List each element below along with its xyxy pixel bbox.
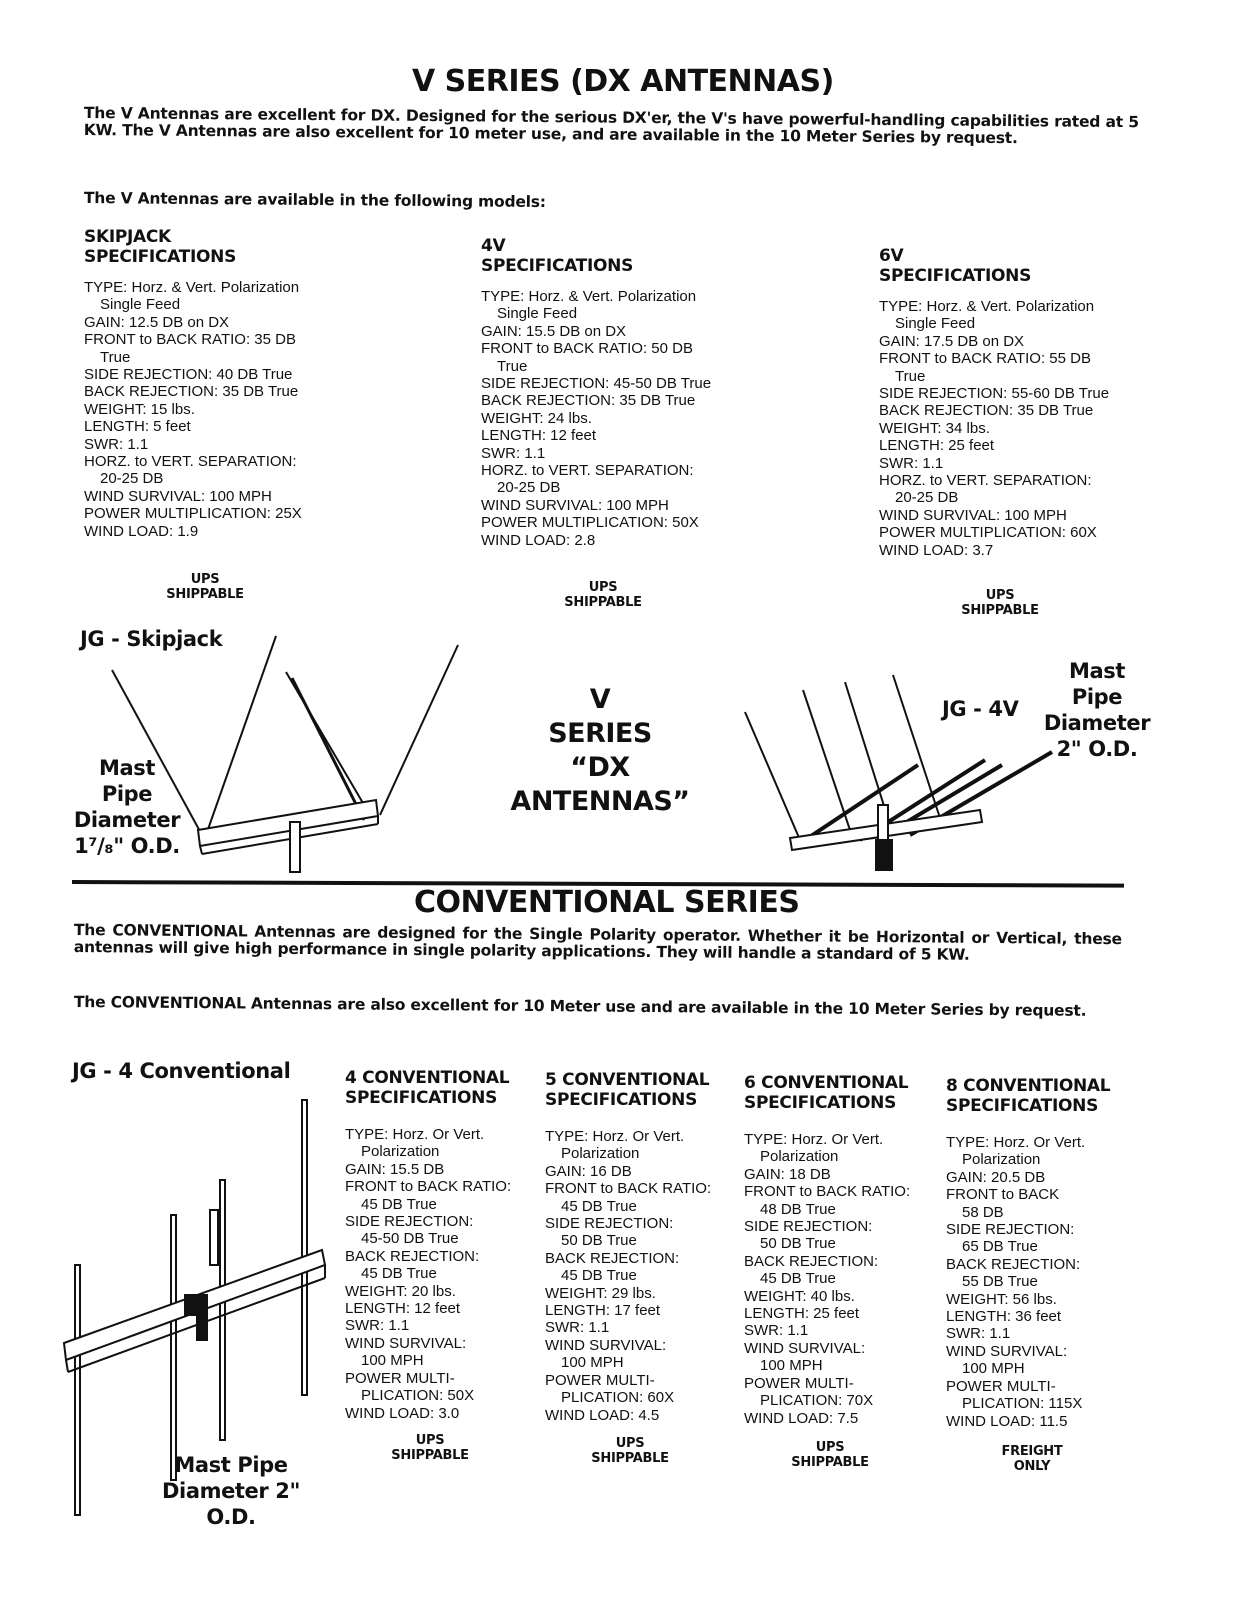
spec-line: TYPE: Horz. & Vert. Polarization (84, 279, 300, 296)
spec-line: 45 DB True (361, 1195, 437, 1213)
spec-line: 50 DB True (760, 1235, 836, 1253)
mast-note-line: 2" O.D. (1056, 737, 1138, 761)
spec-line: LENGTH: 25 feet (879, 437, 995, 455)
spec-line: SIDE REJECTION: (545, 1215, 674, 1233)
spec-line: PLICATION: 50X (361, 1387, 475, 1405)
spec-model-name: 4V (481, 236, 506, 256)
spec-line: FRONT to BACK RATIO: (545, 1180, 712, 1198)
spec-model-name: SKIPJACK (84, 227, 171, 247)
shipping-note-skipjack (150, 572, 260, 602)
4v-mast-note (1042, 658, 1152, 762)
shipping-note-4v (548, 580, 658, 610)
spec-line: SWR: 1.1 (946, 1325, 1011, 1343)
spec-line: WIND LOAD: 3.0 (345, 1404, 460, 1422)
spec-line: GAIN: 18 DB (744, 1165, 831, 1183)
spec-line: TYPE: Horz. & Vert. Polarization (879, 298, 1095, 315)
spec-line: WIND LOAD: 1.9 (84, 522, 199, 540)
spec-line: TYPE: Horz. Or Vert. (545, 1128, 685, 1145)
mast-note-line: Diameter (1043, 711, 1151, 735)
shipping-line: SHIPPABLE (961, 603, 1039, 618)
spec-line: 20-25 DB (497, 479, 561, 497)
spec-line: 45 DB True (561, 1267, 637, 1285)
v-series-center-title (490, 683, 710, 819)
spec-list (545, 1128, 711, 1424)
spec-heading: SPECIFICATIONS (946, 1096, 1099, 1116)
spec-block-8-conventional (946, 1076, 1110, 1430)
spec-line: GAIN: 17.5 DB on DX (879, 332, 1025, 350)
spec-line: TYPE: Horz. & Vert. Polarization (481, 288, 697, 305)
shipping-note-8-conventional (977, 1444, 1087, 1474)
spec-line: GAIN: 20.5 DB (946, 1168, 1046, 1186)
spec-line: POWER MULTI- (744, 1374, 854, 1392)
shipping-note-6v (945, 588, 1055, 618)
mast-note-line: Diameter (73, 808, 181, 832)
spec-list (946, 1134, 1110, 1430)
4v-figure-label: JG - 4V (942, 697, 1019, 721)
spec-line: FRONT to BACK RATIO: (744, 1183, 911, 1201)
spec-line: True (497, 357, 528, 375)
spec-heading: SPECIFICATIONS (481, 256, 634, 276)
shipping-line: SHIPPABLE (391, 1448, 469, 1463)
shipping-line: SHIPPABLE (166, 587, 244, 602)
spec-line: POWER MULTIPLICATION: 60X (879, 524, 1097, 542)
spec-line: WIND LOAD: 7.5 (744, 1409, 859, 1427)
spec-line: WEIGHT: 24 lbs. (481, 409, 592, 427)
spec-line: LENGTH: 12 feet (345, 1300, 461, 1318)
v-series-intro: The V Antennas are excellent for DX. Designed for the serious DX'er, the V's have powerful-handling capabilities rated at 5 KW. The V Antennas are also excellent for 10 meter use, and are available in the 10 Meter Series by request. (83, 104, 1139, 148)
shipping-note-6-conventional (775, 1440, 885, 1470)
spec-line: PLICATION: 60X (561, 1389, 675, 1407)
center-title-line: “DX (570, 752, 630, 783)
spec-line: BACK REJECTION: 35 DB True (879, 402, 1094, 420)
mast-note-line: Mast Pipe (174, 1453, 288, 1477)
4-conventional-figure-label: JG - 4 Conventional (72, 1059, 291, 1083)
spec-line: POWER MULTIPLICATION: 25X (84, 505, 302, 523)
spec-line: SIDE REJECTION: 45-50 DB True (481, 375, 712, 393)
spec-line: WIND LOAD: 3.7 (879, 541, 994, 559)
spec-line: BACK REJECTION: (744, 1252, 879, 1270)
spec-block-5-conventional (545, 1070, 711, 1424)
spec-line: WEIGHT: 20 lbs. (345, 1282, 456, 1300)
spec-line: SWR: 1.1 (879, 454, 944, 472)
spec-line: Polarization (962, 1151, 1041, 1169)
spec-line: WIND SURVIVAL: 100 MPH (84, 487, 272, 505)
spec-heading: SPECIFICATIONS (84, 247, 237, 267)
spec-line: POWER MULTI- (345, 1369, 455, 1387)
spec-line: POWER MULTI- (946, 1377, 1056, 1395)
spec-heading: SPECIFICATIONS (545, 1090, 698, 1110)
shipping-line: ONLY (1013, 1459, 1051, 1474)
spec-line: LENGTH: 25 feet (744, 1305, 860, 1323)
spec-line: POWER MULTI- (545, 1371, 655, 1389)
spec-line: True (895, 367, 926, 385)
spec-line: WIND LOAD: 2.8 (481, 531, 596, 549)
spec-line: 45 DB True (760, 1270, 836, 1288)
spec-line: SIDE REJECTION: (345, 1213, 474, 1231)
spec-line: 45 DB True (561, 1197, 637, 1215)
spec-line: LENGTH: 12 feet (481, 427, 597, 445)
spec-line: Polarization (561, 1145, 640, 1163)
spec-list (84, 279, 302, 540)
v-series-title: V SERIES (DX ANTENNAS) (412, 64, 834, 99)
spec-line: POWER MULTIPLICATION: 50X (481, 514, 699, 532)
spec-line: Polarization (760, 1148, 839, 1166)
spec-line: 20-25 DB (895, 489, 959, 507)
skipjack-figure-label: JG - Skipjack (80, 627, 223, 651)
spec-line: FRONT to BACK RATIO: (345, 1178, 512, 1196)
spec-line: 100 MPH (561, 1354, 624, 1372)
spec-line: SIDE REJECTION: 55-60 DB True (879, 385, 1110, 403)
spec-line: WIND SURVIVAL: (946, 1342, 1068, 1360)
spec-list (744, 1131, 910, 1427)
spec-line: FRONT to BACK RATIO: 35 DB (84, 331, 296, 349)
spec-line: HORZ. to VERT. SEPARATION: (879, 472, 1092, 490)
shipping-line: UPS (815, 1440, 845, 1455)
mast-note-line: Mast (1068, 659, 1125, 683)
spec-list (879, 298, 1109, 559)
shipping-line: UPS (588, 580, 618, 595)
spec-line: WEIGHT: 40 lbs. (744, 1287, 855, 1305)
spec-model-name: 5 CONVENTIONAL (545, 1070, 710, 1090)
skipjack-mast-note (72, 755, 182, 859)
shipping-line: UPS (415, 1433, 445, 1448)
conventional-series-title: CONVENTIONAL SERIES (414, 885, 800, 920)
spec-line: Single Feed (497, 305, 578, 323)
spec-model-name: 6 CONVENTIONAL (744, 1073, 909, 1093)
mast-note-line: Pipe (1071, 685, 1123, 709)
mast-note-line: 1⁷/₈" O.D. (74, 834, 180, 858)
spec-line: HORZ. to VERT. SEPARATION: (84, 453, 297, 471)
shipping-line: UPS (190, 572, 220, 587)
spec-line: WIND SURVIVAL: (744, 1339, 866, 1357)
spec-line: True (100, 348, 131, 366)
spec-line: FRONT to BACK (946, 1186, 1060, 1204)
spec-block-6-conventional (744, 1073, 910, 1427)
mast-note-line: Pipe (101, 782, 153, 806)
spec-line: BACK REJECTION: (545, 1249, 680, 1267)
spec-line: HORZ. to VERT. SEPARATION: (481, 462, 694, 480)
spec-line: PLICATION: 115X (962, 1395, 1083, 1413)
spec-line: SWR: 1.1 (545, 1319, 610, 1337)
shipping-line: UPS (615, 1436, 645, 1451)
spec-line: WIND SURVIVAL: (545, 1336, 667, 1354)
v-series-models-intro: The V Antennas are available in the following models: (83, 189, 546, 212)
shipping-line: SHIPPABLE (791, 1455, 869, 1470)
spec-line: 58 DB (962, 1203, 1004, 1221)
spec-line: 100 MPH (361, 1352, 424, 1370)
spec-line: SWR: 1.1 (744, 1322, 809, 1340)
shipping-line: SHIPPABLE (591, 1451, 669, 1466)
spec-line: 100 MPH (962, 1360, 1025, 1378)
spec-line: WIND LOAD: 11.5 (946, 1412, 1068, 1430)
spec-line: GAIN: 12.5 DB on DX (84, 313, 230, 331)
spec-list (345, 1126, 511, 1422)
spec-line: Polarization (361, 1143, 440, 1161)
spec-line: BACK REJECTION: 35 DB True (481, 392, 696, 410)
center-title-line: SERIES (548, 718, 652, 749)
shipping-line: FREIGHT (1001, 1444, 1063, 1459)
spec-line: LENGTH: 36 feet (946, 1308, 1062, 1326)
spec-line: LENGTH: 5 feet (84, 418, 191, 436)
mast-note-line: Diameter 2" O.D. (161, 1479, 301, 1529)
4-conventional-mast-note (136, 1452, 326, 1530)
spec-line: GAIN: 15.5 DB on DX (481, 322, 627, 340)
spec-line: 55 DB True (962, 1273, 1038, 1291)
spec-model-name: 4 CONVENTIONAL (345, 1068, 510, 1088)
shipping-note-4-conventional (375, 1433, 485, 1463)
spec-line: GAIN: 15.5 DB (345, 1160, 445, 1178)
spec-heading: SPECIFICATIONS (879, 266, 1032, 286)
spec-model-name: 6V (879, 246, 904, 266)
spec-line: FRONT to BACK RATIO: 50 DB (481, 340, 693, 358)
conventional-intro-10m: The CONVENTIONAL Antennas are also excellent for 10 Meter use and are available in the 10 Meter Series by request. (73, 993, 1087, 1020)
shipping-note-5-conventional (575, 1436, 685, 1466)
spec-line: WEIGHT: 15 lbs. (84, 400, 195, 418)
spec-line: 48 DB True (760, 1200, 836, 1218)
spec-block-4v (481, 236, 711, 549)
spec-line: Single Feed (100, 296, 181, 314)
spec-line: SIDE REJECTION: 40 DB True (84, 366, 293, 384)
spec-line: LENGTH: 17 feet (545, 1302, 661, 1320)
spec-line: Single Feed (895, 315, 976, 333)
spec-line: PLICATION: 70X (760, 1392, 874, 1410)
shipping-line: UPS (985, 588, 1015, 603)
center-title-line: ANTENNAS” (510, 786, 690, 817)
spec-line: 65 DB True (962, 1238, 1038, 1256)
spec-line: 50 DB True (561, 1232, 637, 1250)
spec-line: WEIGHT: 29 lbs. (545, 1284, 656, 1302)
spec-line: 20-25 DB (100, 470, 164, 488)
spec-heading: SPECIFICATIONS (345, 1088, 498, 1108)
spec-model-name: 8 CONVENTIONAL (946, 1076, 1111, 1096)
mast-note-line: Mast (98, 756, 155, 780)
spec-list (481, 288, 711, 549)
spec-line: GAIN: 16 DB (545, 1162, 632, 1180)
spec-line: SIDE REJECTION: (744, 1218, 873, 1236)
spec-line: SIDE REJECTION: (946, 1221, 1075, 1239)
conventional-intro: The CONVENTIONAL Antennas are designed for the Single Polarity operator. Whether it be Horizontal or Vertical, these antennas will give high performance in single polarity applications. They will handle a standard of 5 KW. (73, 921, 1122, 964)
spec-line: SWR: 1.1 (345, 1317, 410, 1335)
spec-line: BACK REJECTION: 35 DB True (84, 383, 299, 401)
center-title-line: V (589, 684, 611, 715)
spec-heading: SPECIFICATIONS (744, 1093, 897, 1113)
spec-line: FRONT to BACK RATIO: 55 DB (879, 350, 1091, 368)
spec-block-6v (879, 246, 1109, 559)
spec-line: BACK REJECTION: (946, 1255, 1081, 1273)
spec-line: 45 DB True (361, 1265, 437, 1283)
spec-line: 100 MPH (760, 1357, 823, 1375)
spec-line: TYPE: Horz. Or Vert. (345, 1126, 485, 1143)
spec-line: WIND LOAD: 4.5 (545, 1406, 660, 1424)
spec-block-4-conventional (345, 1068, 511, 1422)
shipping-line: SHIPPABLE (564, 595, 642, 610)
spec-line: WIND SURVIVAL: 100 MPH (879, 506, 1067, 524)
spec-line: 45-50 DB True (361, 1230, 459, 1248)
spec-line: TYPE: Horz. Or Vert. (744, 1131, 884, 1148)
spec-line: TYPE: Horz. Or Vert. (946, 1134, 1086, 1151)
spec-line: BACK REJECTION: (345, 1247, 480, 1265)
spec-line: SWR: 1.1 (481, 444, 546, 462)
spec-line: SWR: 1.1 (84, 435, 149, 453)
spec-line: WEIGHT: 56 lbs. (946, 1290, 1057, 1308)
spec-line: WIND SURVIVAL: 100 MPH (481, 496, 669, 514)
spec-block-skipjack (84, 227, 302, 540)
spec-line: WEIGHT: 34 lbs. (879, 419, 990, 437)
spec-line: WIND SURVIVAL: (345, 1334, 467, 1352)
